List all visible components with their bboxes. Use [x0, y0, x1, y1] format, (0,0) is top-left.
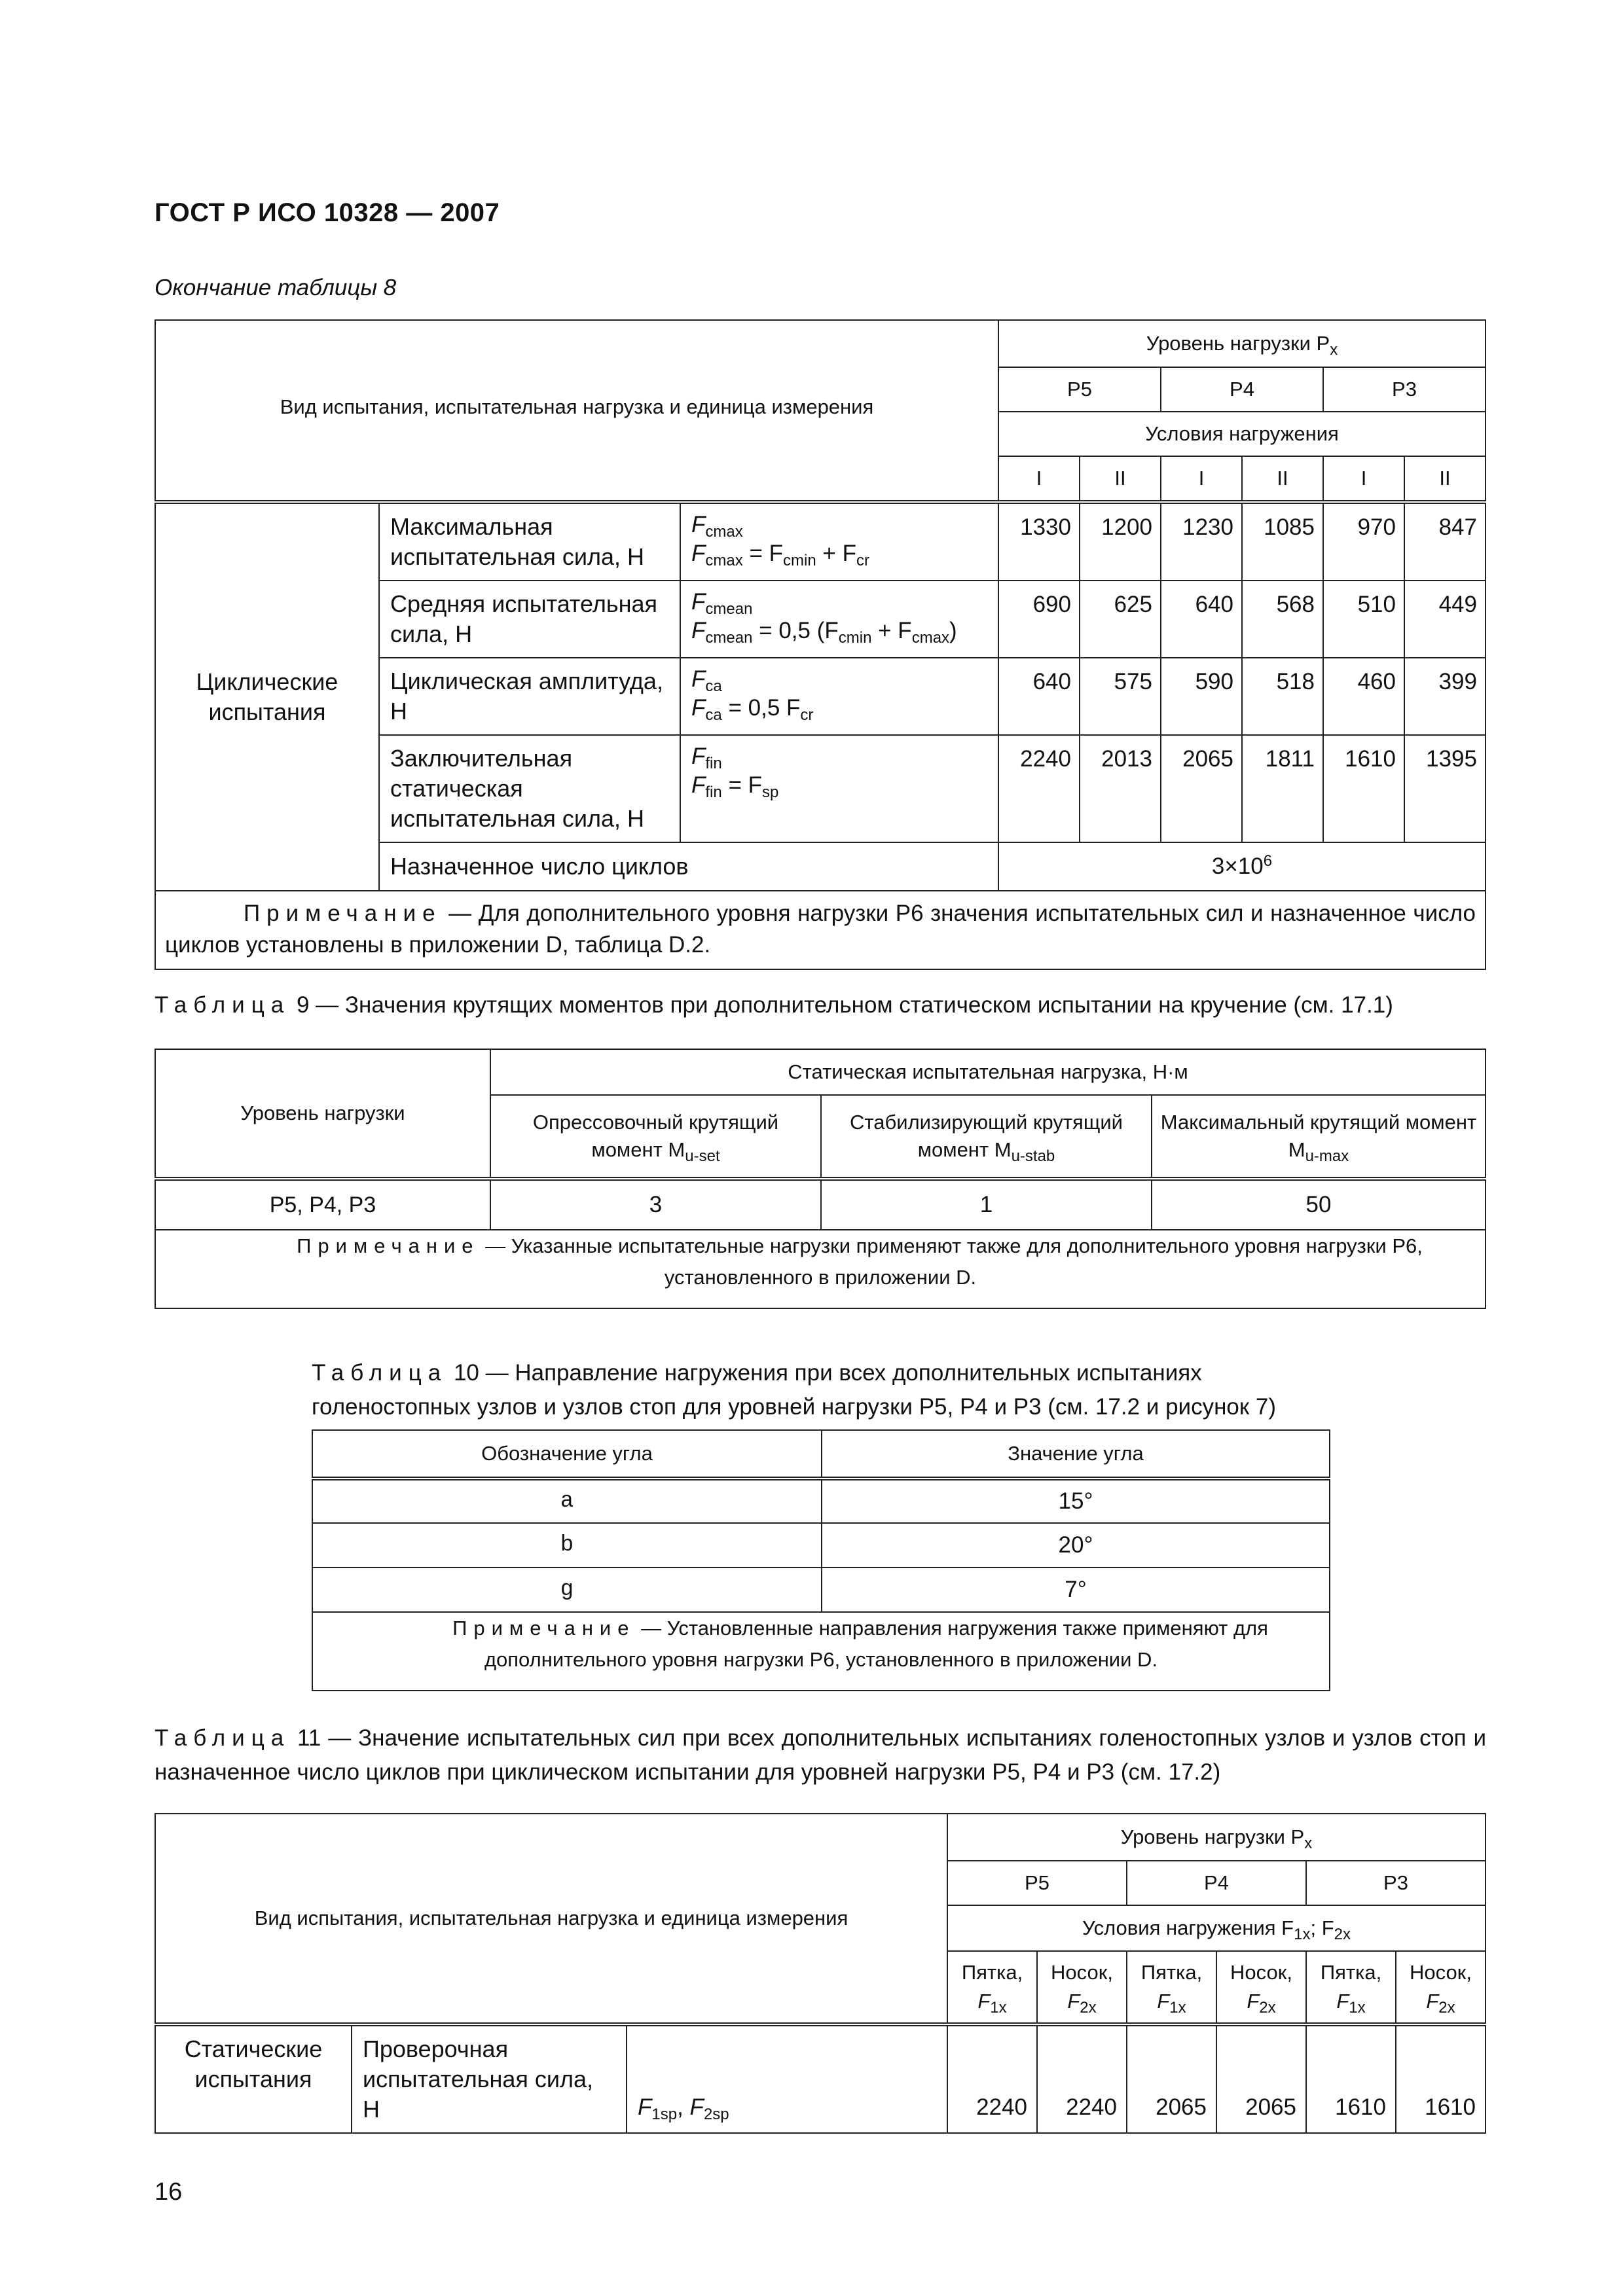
table11-value: 2065 [1127, 2024, 1216, 2133]
table8-value: 1200 [1080, 502, 1161, 581]
table10-caption: Таблица 10 — Направление нагружения при всех дополнительных испытаниях голеностопных узлов и узлов стоп для уровней нагрузки P5, P4 и P3 (см. 17.2 и рисунок 7) [312, 1360, 1277, 1420]
table10-col-symbol: Обозначение угла [312, 1430, 822, 1479]
table8-group-label: Циклические испытания [155, 502, 379, 891]
table8-row-name: Циклическая амплитуда, Н [379, 658, 680, 735]
table8-load-level: Уровень нагрузки $P_x$ [998, 320, 1486, 367]
table9-caption: Таблица 9 — Значения крутящих моментов при дополнительном статическом испытании на кручение (см. 17.1) [155, 992, 1393, 1018]
table8-level-p5: P5 [998, 367, 1161, 412]
table11-level-p5: P5 [947, 1861, 1127, 1905]
table8-value: 510 [1323, 581, 1404, 658]
table11-level-p4: P4 [1127, 1861, 1306, 1905]
table9-row-label: P5, P4, P3 [155, 1179, 490, 1230]
table10-col-value: Значение угла [822, 1430, 1330, 1479]
table10-value: 20° [822, 1523, 1330, 1568]
table8-level-p4: P4 [1161, 367, 1323, 412]
table8-value: 518 [1242, 658, 1323, 735]
table8-value: 625 [1080, 581, 1161, 658]
table11-value: 1610 [1306, 2024, 1396, 2133]
table8-value: 1610 [1323, 735, 1404, 842]
table8-value: 1395 [1404, 735, 1486, 842]
document-header: ГОСТ Р ИСО 10328 — 2007 [155, 198, 500, 227]
table8-row-name: Максимальная испытательная сила, Н [379, 502, 680, 581]
table11-heel: Пятка, $F_{1x}$ [1127, 1951, 1216, 2024]
table9-sub-set: Опрессовочный крутящий момент $M_{u-set}$ [490, 1095, 821, 1179]
table8-cond-label: II [1080, 456, 1161, 502]
table8-value: 1811 [1242, 735, 1323, 842]
table11-load-level: Уровень нагрузки $P_x$ [947, 1814, 1486, 1861]
table8-row-formula: $F_{cmean}$ $F_{cmean} = 0,5$ $(F_{cmin} + F_{cmax})$ [680, 581, 998, 658]
table8-value: 847 [1404, 502, 1486, 581]
table8-row-formula: $F_{cmax}$ $F_{cmax} = F_{cmin} + F_{cr}$ [680, 502, 998, 581]
table-9 [155, 1049, 1486, 1309]
table9-sub-stab: Стабилизирующий крутящий момент $M_{u-stab}$ [821, 1095, 1152, 1179]
table8-value: 2065 [1161, 735, 1242, 842]
table-11 [155, 1813, 1486, 2134]
page-number: 16 [155, 2178, 183, 2206]
table10-symbol: a [312, 1479, 822, 1523]
table11-caption: Таблица 11 — Значение испытательных сил при всех дополнительных испытаниях голеностопных узлов и узлов стоп и назначенное число циклов при циклическом испытании для уровней нагрузки P5, P4 и P3 (см. 17.2) [155, 1725, 1486, 1785]
table9-value: 3 [490, 1179, 821, 1230]
table9-col-level: Уровень нагрузки [155, 1049, 490, 1179]
table11-conditions: Условия нагружения $F_{1x}$; $F_{2x}$ [947, 1905, 1486, 1951]
table8-row-formula: $F_{fin}$ $F_{fin} = F_{sp}$ [680, 735, 998, 842]
table10-symbol: g [312, 1568, 822, 1612]
table-continuation-label: Окончание таблицы 8 [155, 275, 397, 300]
table8-value: 449 [1404, 581, 1486, 658]
table10-value: 7° [822, 1568, 1330, 1612]
table9-value: 1 [821, 1179, 1152, 1230]
table8-value: 970 [1323, 502, 1404, 581]
table8-cond-label: II [1404, 456, 1486, 502]
table9-value: 50 [1152, 1179, 1486, 1230]
table8-value: 1085 [1242, 502, 1323, 581]
table11-value: 2240 [947, 2024, 1037, 2133]
table8-value: 575 [1080, 658, 1161, 735]
table10-value: 15° [822, 1479, 1330, 1523]
table8-value: 1330 [998, 502, 1080, 581]
table9-group-header: Статическая испытательная нагрузка, Н·м [490, 1049, 1486, 1095]
table8-value: 590 [1161, 658, 1242, 735]
table11-toe: Носок, $F_{2x}$ [1396, 1951, 1486, 2024]
table8-value: 640 [998, 658, 1080, 735]
table8-cond-label: I [1323, 456, 1404, 502]
table10-note: Примечание — Установленные направления нагружения также применяют для дополнительного уровня нагрузки P6, установленного в приложении D. [312, 1612, 1330, 1691]
table8-value: 399 [1404, 658, 1486, 735]
table10-symbol: b [312, 1523, 822, 1568]
table11-level-p3: P3 [1306, 1861, 1486, 1905]
table8-row-name: Средняя испытательная сила, Н [379, 581, 680, 658]
table11-value: 2065 [1216, 2024, 1306, 2133]
table8-conditions: Условия нагружения [998, 412, 1486, 456]
table11-heel: Пятка, $F_{1x}$ [947, 1951, 1037, 2024]
table11-heel: Пятка, $F_{1x}$ [1306, 1951, 1396, 2024]
table8-level-p3: P3 [1323, 367, 1486, 412]
table8-cycles-label: Назначенное число циклов [379, 842, 998, 891]
table8-value: 640 [1161, 581, 1242, 658]
table11-row-formula: $F_{1sp}$, $F_{2sp}$ [627, 2024, 947, 2133]
table11-row-name: Проверочная испытательная сила, Н [352, 2024, 627, 2133]
table8-col-header: Вид испытания, испытательная нагрузка и единица измерения [155, 320, 998, 502]
table9-sub-max: Максимальный крутящий момент $M_{u-max}$ [1152, 1095, 1486, 1179]
table8-cond-label: I [998, 456, 1080, 502]
table8-row-name: Заключительная статическая испытательная сила, Н [379, 735, 680, 842]
table8-cond-label: I [1161, 456, 1242, 502]
table8-value: 1230 [1161, 502, 1242, 581]
table8-value: 690 [998, 581, 1080, 658]
table8-row-formula: $F_{ca}$ $F_{ca} = 0,5$ $F_{cr}$ [680, 658, 998, 735]
table11-value: 1610 [1396, 2024, 1486, 2133]
table8-value: 568 [1242, 581, 1323, 658]
table11-col-header: Вид испытания, испытательная нагрузка и единица измерения [155, 1814, 947, 2024]
table11-value: 2240 [1037, 2024, 1127, 2133]
table-10 [312, 1429, 1330, 1691]
table8-value: 460 [1323, 658, 1404, 735]
table8-cycles-value: $3\times 10^6$ [998, 842, 1486, 891]
table11-toe: Носок, $F_{2x}$ [1216, 1951, 1306, 2024]
table11-toe: Носок, $F_{2x}$ [1037, 1951, 1127, 2024]
table11-group-label: Статические испытания [155, 2024, 352, 2133]
table8-value: 2240 [998, 735, 1080, 842]
table8-value: 2013 [1080, 735, 1161, 842]
table8-cond-label: II [1242, 456, 1323, 502]
table9-note: Примечание — Указанные испытательные нагрузки применяют также для дополнительного уровня нагрузки P6, установленного в приложении D. [155, 1230, 1486, 1308]
table-8 [155, 319, 1486, 970]
table8-note: Примечание — Для дополнительного уровня нагрузки P6 значения испытательных сил и назначенное число циклов установлены в приложении D, таблица D.2. [155, 891, 1486, 969]
